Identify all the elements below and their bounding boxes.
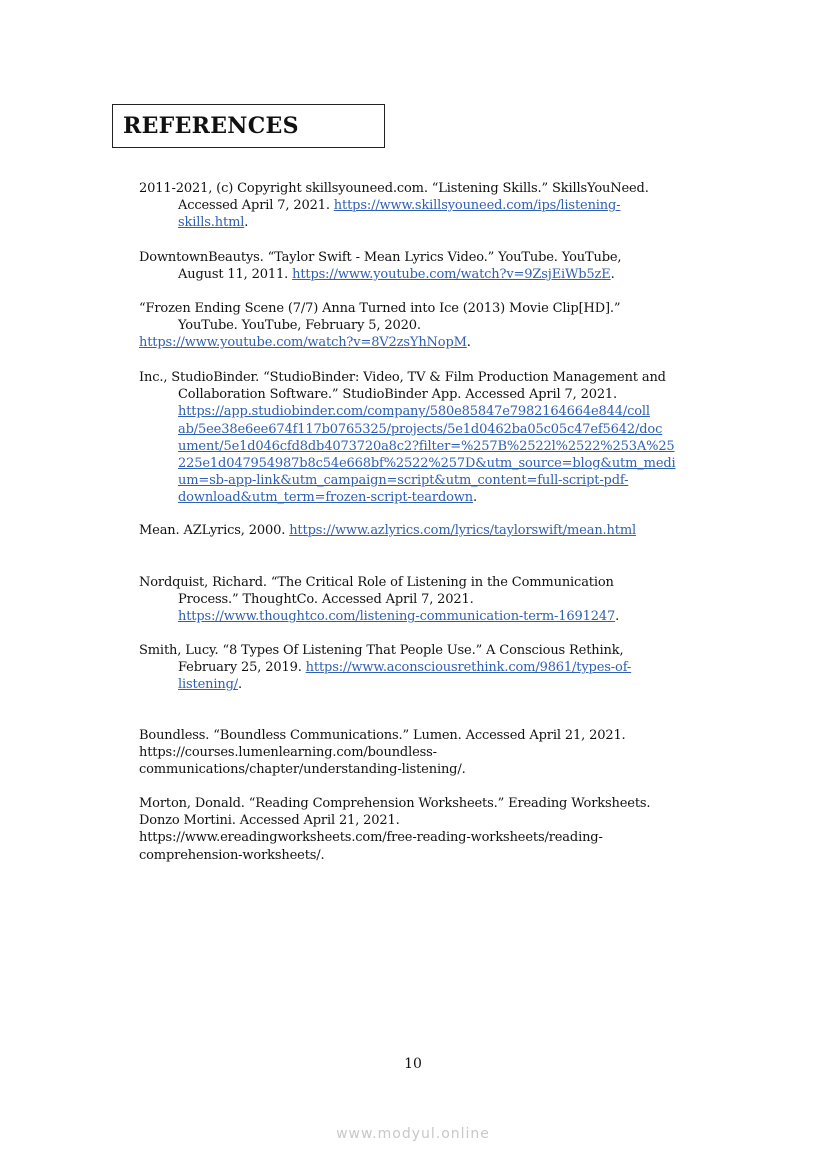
reference-line: “Frozen Ending Scene (7/7) Anna Turned into Ice (2013) Movie Clip[HD].” [139, 301, 621, 316]
watermark: www.modyul.online [336, 1126, 490, 1142]
reference-entry-nordquist [139, 574, 729, 626]
reference-link[interactable]: ab/5ee38e6ee674f117b0765325/projects/5e1d0462ba05c05c47ef5642/doc [178, 421, 663, 437]
reference-line: Inc., StudioBinder. “StudioBinder: Video, TV & Film Production Management and [139, 370, 666, 385]
reference-line: https://www.youtube.com/watch?v=8V2zsYhNopM. [139, 335, 471, 351]
reference-line: DowntownBeautys. “Taylor Swift - Mean Lyrics Video.” YouTube. YouTube, [139, 250, 622, 265]
reference-line: listening/. [178, 677, 242, 693]
reference-entry-frozen-clip [139, 300, 729, 352]
reference-link[interactable]: skills.html [178, 215, 245, 231]
reference-entry-downtownbeautys [139, 249, 729, 283]
references-heading: REFERENCES [123, 113, 299, 139]
reference-line: Mean. AZLyrics, 2000. https://www.azlyrics.com/lyrics/taylorswift/mean.html [139, 523, 637, 538]
reference-link[interactable]: ument/5e1d046cfd8db4073720a8c2?filter=%257B%2522l%2522%253A%25 [178, 438, 675, 454]
reference-line: 2011-2021, (c) Copyright skillsyouneed.com. “Listening Skills.” SkillsYouNeed. [139, 181, 649, 196]
reference-entry-studiobinder [139, 369, 729, 507]
reference-line: https://courses.lumenlearning.com/boundless- [139, 745, 437, 761]
reference-line: https://www.ereadingworksheets.com/free-reading-worksheets/reading- [139, 830, 603, 846]
reference-entry-morton [139, 795, 729, 864]
reference-entry-azlyrics [139, 522, 729, 539]
reference-link[interactable]: https://www.thoughtco.com/listening-communication-term-1691247 [178, 609, 616, 625]
reference-link[interactable]: https://www.skillsyouneed.com/ips/listening- [333, 198, 621, 214]
reference-line: communications/chapter/understanding-listening/. [139, 762, 466, 778]
reference-line: Collaboration Software.” StudioBinder App. Accessed April 7, 2021. [178, 387, 618, 403]
reference-link[interactable]: https://app.studiobinder.com/company/580e85847e7982164664e844/coll [178, 404, 650, 420]
reference-entry-smith [139, 642, 729, 694]
reference-entry-skillsyouneed [139, 180, 729, 232]
reference-line: Donzo Mortini. Accessed April 21, 2021. [139, 813, 400, 829]
reference-line [139, 472, 729, 489]
reference-line [139, 421, 729, 438]
page-number: 10 [404, 1056, 422, 1072]
reference-line: Process.” ThoughtCo. Accessed April 7, 2021. [178, 592, 474, 608]
reference-link[interactable]: listening/ [178, 677, 239, 693]
reference-line [139, 438, 729, 455]
reference-line: https://www.thoughtco.com/listening-communication-term-1691247. [178, 609, 620, 625]
reference-link[interactable]: https://www.youtube.com/watch?v=9ZsjEiWb5zE [292, 267, 611, 283]
reference-link[interactable]: https://www.aconsciousrethink.com/9861/types-of- [305, 660, 632, 676]
reference-link[interactable]: https://www.youtube.com/watch?v=8V2zsYhNopM [139, 335, 467, 351]
reference-line: Smith, Lucy. “8 Types Of Listening That People Use.” A Conscious Rethink, [139, 643, 624, 658]
reference-entry-boundless [139, 727, 729, 779]
reference-line: download&utm_term=frozen-script-teardown. [178, 490, 477, 506]
reference-line: February 25, 2019. https://www.aconsciousrethink.com/9861/types-of- [178, 660, 632, 676]
reference-link[interactable]: download&utm_term=frozen-script-teardown [178, 490, 474, 506]
reference-line: Nordquist, Richard. “The Critical Role of Listening in the Communication [139, 575, 614, 590]
reference-line: skills.html. [178, 215, 249, 231]
references-heading-box [112, 104, 385, 148]
reference-link[interactable]: https://www.azlyrics.com/lyrics/taylorswift/mean.html [289, 523, 637, 538]
reference-line: Morton, Donald. “Reading Comprehension Worksheets.” Ereading Worksheets. [139, 796, 651, 811]
reference-line: YouTube. YouTube, February 5, 2020. [178, 318, 421, 334]
reference-line: Boundless. “Boundless Communications.” Lumen. Accessed April 21, 2021. [139, 728, 626, 743]
reference-link[interactable]: um=sb-app-link&utm_campaign=script&utm_content=full-script-pdf- [178, 473, 629, 489]
reference-line: comprehension-worksheets/. [139, 847, 325, 863]
reference-link[interactable]: 225e1d047954987b8c54e668bf%2522%257D&utm_source=blog&utm_medi [178, 456, 676, 472]
reference-line: Accessed April 7, 2021. https://www.skillsyouneed.com/ips/listening- [178, 198, 621, 214]
reference-line: August 11, 2011. https://www.youtube.com/watch?v=9ZsjEiWb5zE. [178, 267, 615, 283]
reference-line [139, 403, 729, 420]
reference-line [139, 455, 729, 472]
